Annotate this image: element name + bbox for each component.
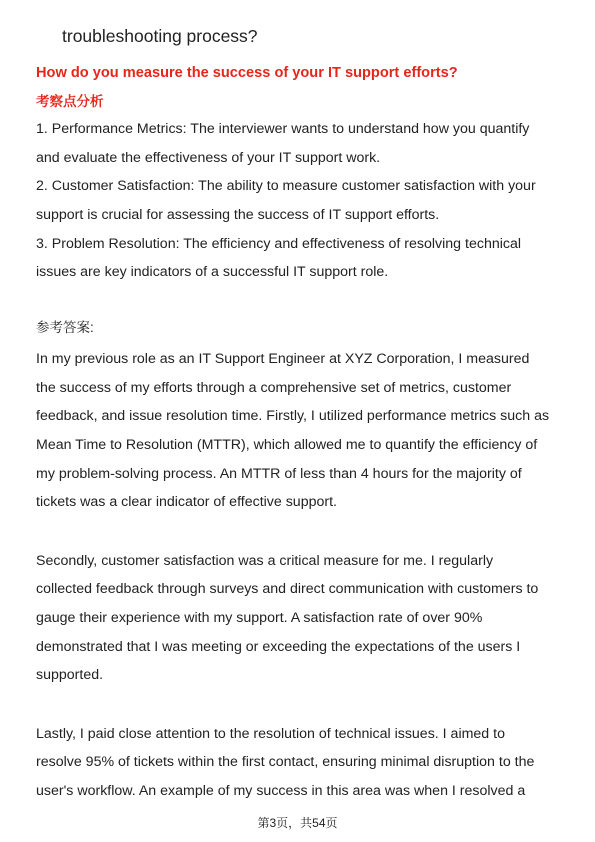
continued-question-text: troubleshooting process? [62,26,258,46]
answer-line: supported. [36,667,104,683]
answer-line: resolve 95% of tickets within the first contact, ensuring minimal disruption to the [36,754,535,770]
analysis-line: 3. Problem Resolution: The efficiency and effectiveness of resolving technical [36,236,522,252]
question-heading: How do you measure the success of your IT support efforts? [36,65,458,81]
answer-line: Secondly, customer satisfaction was a critical measure for me. I regularly [36,553,494,569]
answer-line: demonstrated that I was meeting or exceeding the expectations of the users I [36,639,521,655]
analysis-heading: 考察点分析 [36,94,104,109]
answer-line: Lastly, I paid close attention to the resolution of technical issues. I aimed to [36,726,505,742]
answer-line: tickets was a clear indicator of effective support. [36,494,337,510]
answer-line: the success of my efforts through a comprehensive set of metrics, customer [36,380,512,396]
analysis-line: and evaluate the effectiveness of your IT support work. [36,150,381,166]
answer-line: gauge their experience with my support. A satisfaction rate of over 90% [36,610,483,626]
analysis-line: 1. Performance Metrics: The interviewer wants to understand how you quantify [36,121,530,137]
answer-line: feedback, and issue resolution time. Firstly, I utilized performance metrics such as [36,408,550,424]
answer-line: my problem-solving process. An MTTR of less than 4 hours for the majority of [36,466,522,482]
page-number-footer: 第3页，共54页 [257,816,338,830]
analysis-line: support is crucial for assessing the success of IT support efforts. [36,207,440,223]
answer-line: In my previous role as an IT Support Engineer at XYZ Corporation, I measured [36,351,530,367]
analysis-line: 2. Customer Satisfaction: The ability to measure customer satisfaction with your [36,178,536,194]
answer-heading: 参考答案: [36,320,94,335]
answer-line: Mean Time to Resolution (MTTR), which allowed me to quantify the efficiency of [36,437,538,453]
answer-line: collected feedback through surveys and direct communication with customers to [36,581,539,597]
analysis-line: issues are key indicators of a successful IT support role. [36,264,389,280]
answer-line: user's workflow. An example of my success in this area was when I resolved a [36,783,526,799]
